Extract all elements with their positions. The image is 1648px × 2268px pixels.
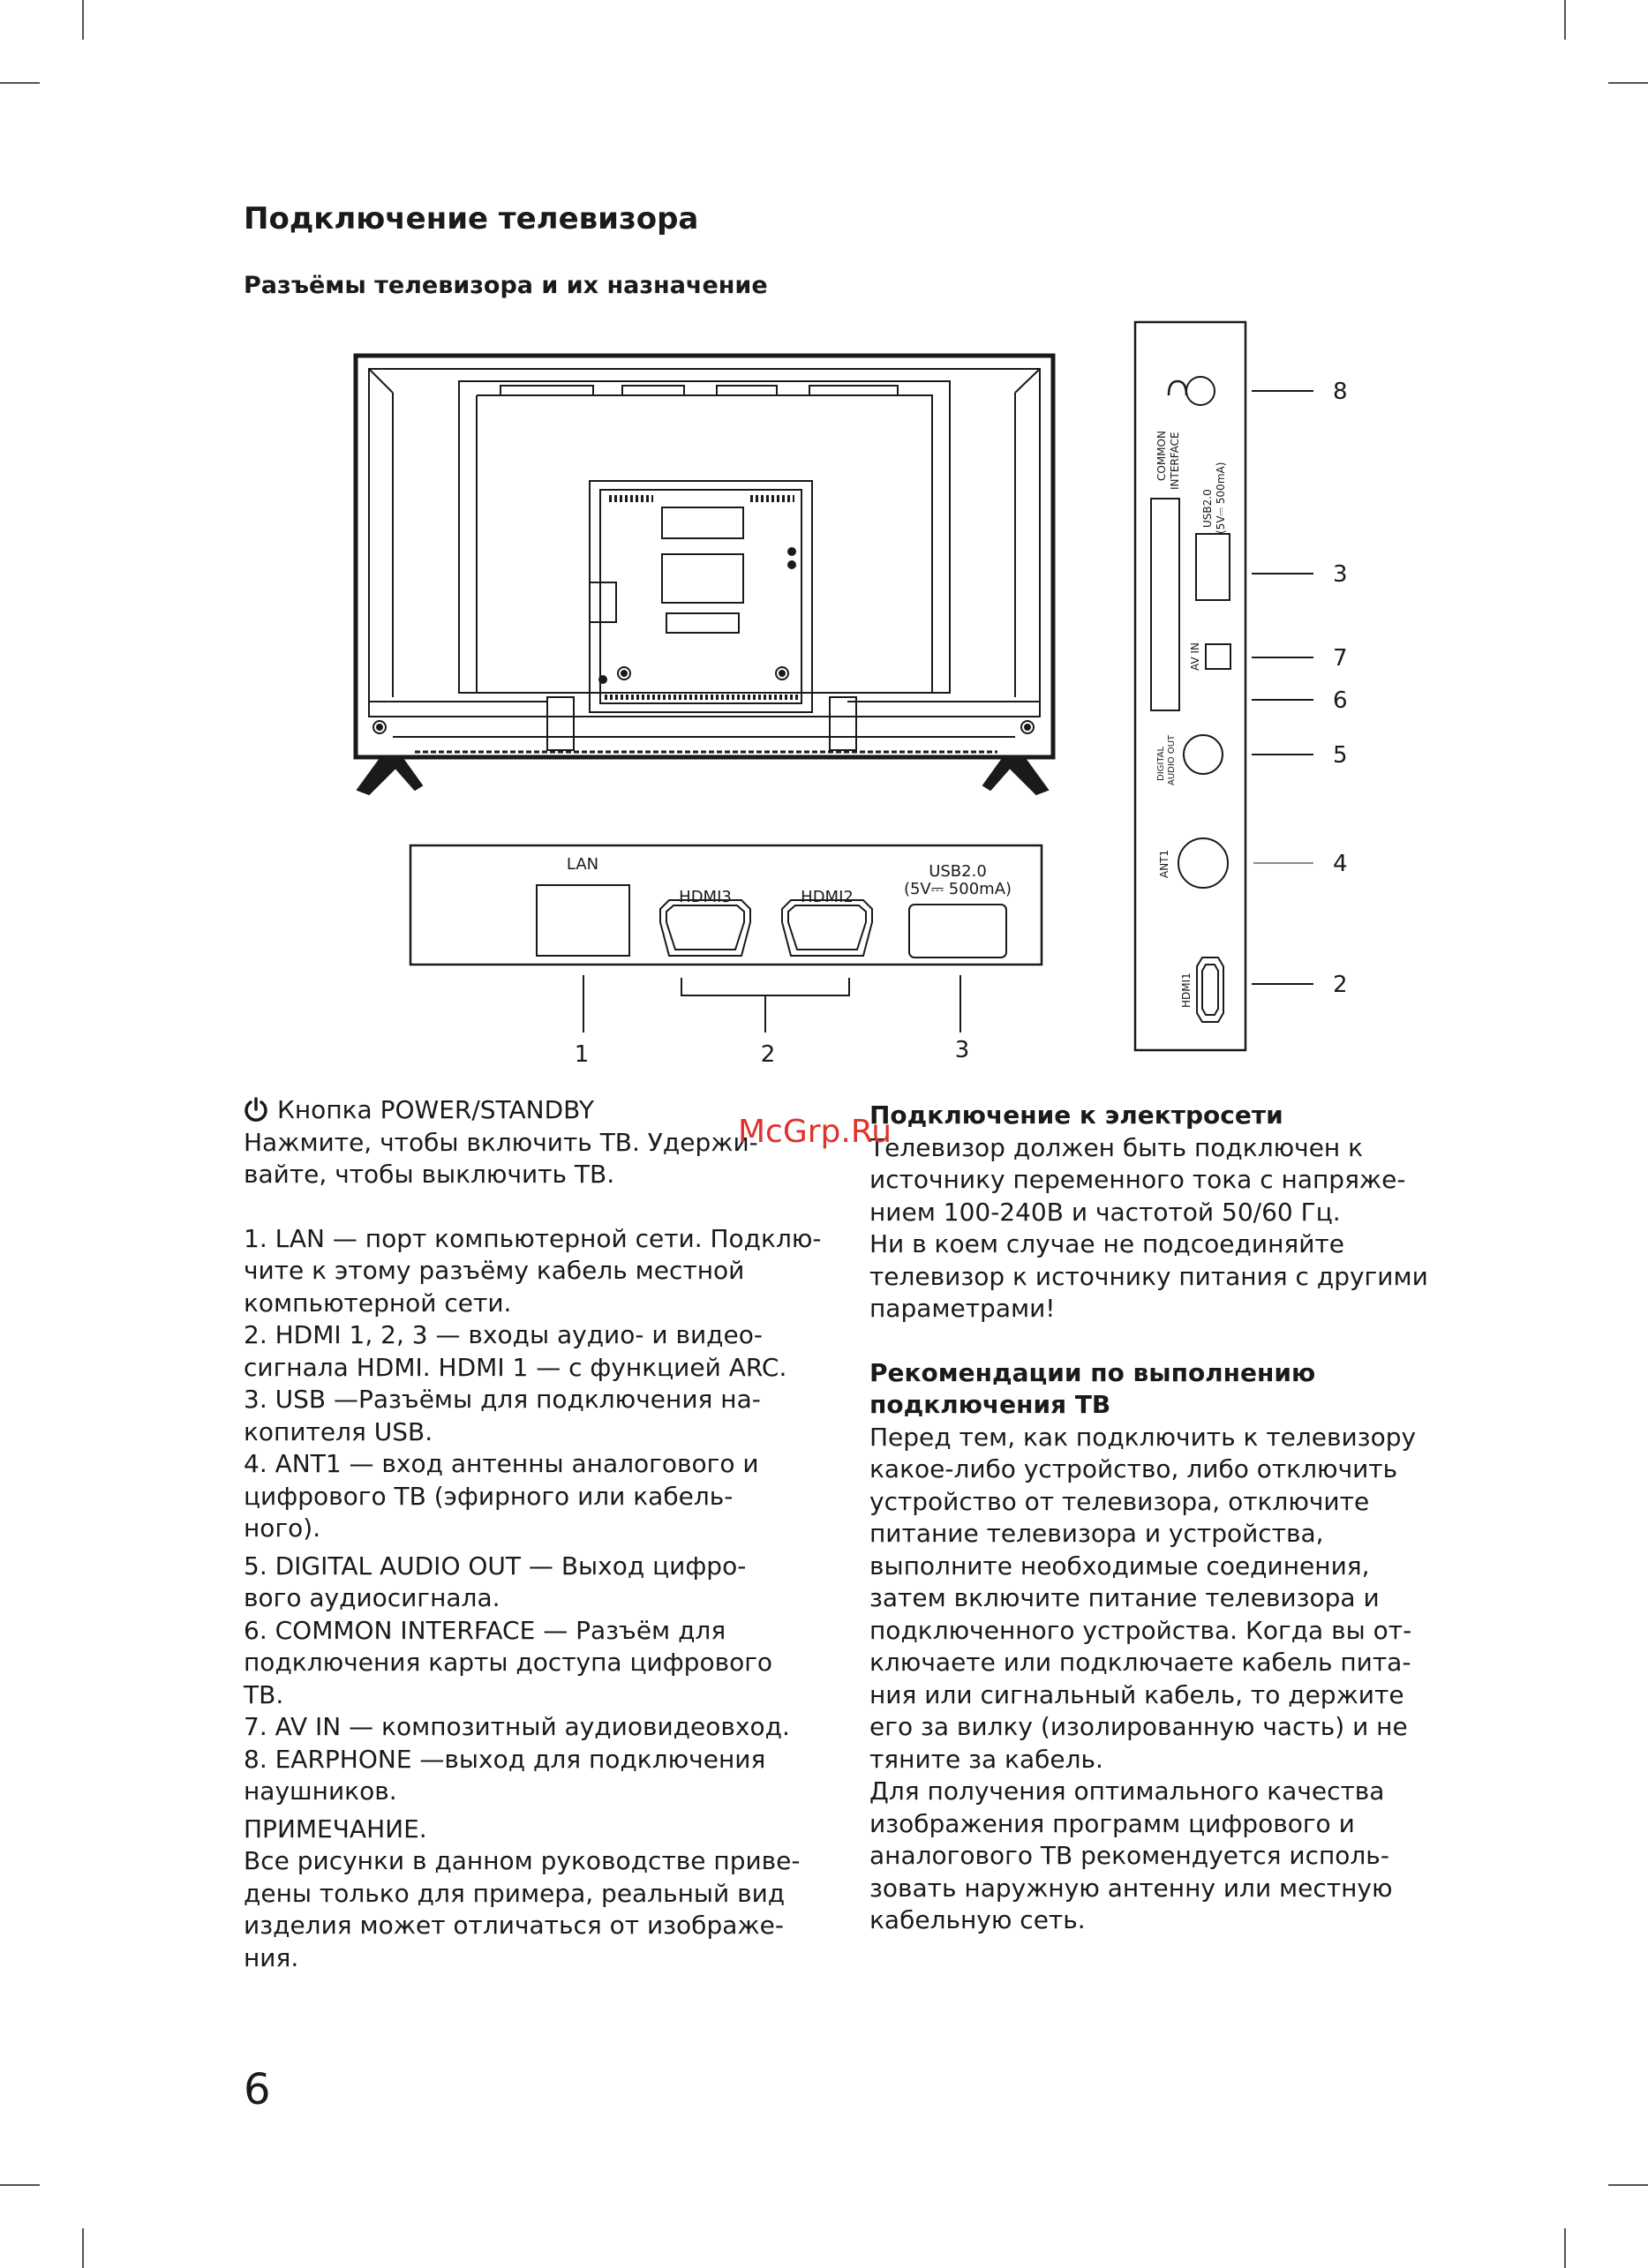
ant-label: ANT1 <box>1158 849 1170 878</box>
text-line: вого аудиосигнала. <box>244 1583 500 1612</box>
usb-label-line2: (5V⎓ 500mA) <box>903 880 1012 898</box>
callout-number: 8 <box>1333 379 1348 405</box>
text-line: устройство от телевизора, отключите <box>869 1486 1370 1516</box>
callout-number: 3 <box>954 1037 970 1063</box>
text-line: 6. COMMON INTERFACE — Разъём для <box>244 1615 726 1645</box>
hdmi3-label: HDMI3 <box>679 888 732 906</box>
text-line: аналогового ТВ рекомендуется исполь- <box>869 1841 1389 1870</box>
text-line: цифрового ТВ (эфирного или кабель- <box>244 1481 734 1511</box>
text-line: какое-либо устройство, либо отключить <box>869 1454 1398 1483</box>
callout-number: 2 <box>1333 972 1348 998</box>
usb-label-line1: USB2.0 <box>929 862 987 881</box>
text-line: 8. EARPHONE —выход для подключения <box>244 1744 766 1774</box>
text-line: питание телевизора и устройства, <box>869 1519 1324 1548</box>
text-line: изделия может отличаться от изображе- <box>244 1911 784 1940</box>
text-line: ния или сигнальный кабель, то держите <box>869 1679 1404 1709</box>
text-line: 2. HDMI 1, 2, 3 — входы аудио- и видео- <box>244 1320 763 1349</box>
recommendations-heading: Рекомендации по выполнению <box>869 1357 1316 1387</box>
power-connection-heading: Подключение к электросети <box>869 1100 1283 1130</box>
callout-number: 5 <box>1333 742 1348 769</box>
text-line: нием 100-240В и частотой 50/60 Гц. <box>869 1197 1341 1227</box>
digital-audio-label-2: AUDIO OUT <box>1167 734 1177 785</box>
text-line: компьютерной сети. <box>244 1288 512 1318</box>
text-line: вайте, чтобы выключить ТВ. <box>244 1160 615 1189</box>
side-hdmi1-label: HDMI1 <box>1180 973 1193 1008</box>
text-line: копителя USB. <box>244 1416 433 1446</box>
text-line: Нажмите, чтобы включить ТВ. Удержи- <box>244 1127 758 1157</box>
power-standby-title: Кнопка POWER/STANDBY <box>277 1095 594 1124</box>
text-line: подключения карты доступа цифрового <box>244 1648 773 1677</box>
crop-mark <box>1608 2184 1648 2186</box>
text-line: ТВ. <box>244 1679 284 1709</box>
lan-label: LAN <box>566 855 599 874</box>
text-line: кабельную сеть. <box>869 1905 1086 1934</box>
text-line: чите к этому разъёму кабель местной <box>244 1256 745 1285</box>
text-line: сигнала HDMI. HDMI 1 — с функцией ARC. <box>244 1352 787 1382</box>
callout-number: 1 <box>574 1041 590 1068</box>
page-title: Подключение телевизора <box>244 201 699 237</box>
text-line: изображения программ цифрового и <box>869 1808 1355 1838</box>
text-line: Перед тем, как подключить к телевизору <box>869 1422 1417 1452</box>
callout-number: 3 <box>1333 561 1348 588</box>
digital-audio-label-1: DIGITAL <box>1156 746 1166 781</box>
text-line: Ни в коем случае не подсоединяйте <box>869 1229 1344 1258</box>
common-interface-label-2: INTERFACE <box>1169 432 1181 490</box>
av-in-label: AV IN <box>1189 642 1201 671</box>
text-line: параметрами! <box>869 1294 1056 1323</box>
side-usb-label-2: (5V⎓ 500mA) <box>1215 462 1227 534</box>
recommendations-heading: подключения ТВ <box>869 1390 1111 1419</box>
right-column <box>869 1100 1470 1937</box>
text-line: ного). <box>244 1513 321 1543</box>
side-usb-label-1: USB2.0 <box>1201 489 1214 528</box>
callout-number: 2 <box>760 1041 776 1068</box>
text-line: ключаете или подключаете кабель пита- <box>869 1648 1411 1677</box>
common-interface-label-1: COMMON <box>1155 431 1168 481</box>
text-line: 5. DIGITAL AUDIO OUT — Выход цифро- <box>244 1551 747 1581</box>
page-number: 6 <box>244 2065 271 2114</box>
text-line: его за вилку (изолированную часть) и не <box>869 1712 1408 1741</box>
callout-number: 4 <box>1333 851 1348 877</box>
power-icon <box>244 1097 268 1123</box>
callout-number: 6 <box>1333 687 1348 714</box>
crop-mark <box>1564 2228 1566 2268</box>
watermark: McGrp.Ru <box>738 1114 892 1150</box>
text-line: ния. <box>244 1942 299 1972</box>
text-line: затем включите питание телевизора и <box>869 1583 1380 1612</box>
callout-number: 7 <box>1333 645 1348 672</box>
text-line: наушников. <box>244 1776 397 1806</box>
text-line: тяните за кабель. <box>869 1744 1103 1774</box>
text-line: Все рисунки в данном руководстве приве- <box>244 1846 801 1875</box>
text-line: 3. USB —Разъёмы для подключения на- <box>244 1385 761 1414</box>
text-line: 4. ANT1 — вход антенны аналогового и <box>244 1449 759 1478</box>
page-subtitle: Разъёмы телевизора и их назначение <box>244 272 768 299</box>
text-line: Для получения оптимального качества <box>869 1776 1385 1806</box>
text-line: дены только для примера, реальный вид <box>244 1878 786 1908</box>
text-line: Телевизор должен быть подключен к <box>869 1132 1364 1162</box>
text-line: подключенного устройства. Когда вы от- <box>869 1615 1412 1645</box>
text-line: выполните необходимые соединения, <box>869 1551 1370 1581</box>
crop-mark <box>82 2228 84 2268</box>
note-title: ПРИМЕЧАНИЕ. <box>244 1814 427 1844</box>
left-column <box>244 1094 853 1974</box>
hdmi2-label: HDMI2 <box>801 888 854 906</box>
text-line: источнику переменного тока с напряже- <box>869 1165 1406 1194</box>
text-line: 1. LAN — порт компьютерной сети. Подклю- <box>244 1223 822 1253</box>
text-line: телевизор к источнику питания с другими <box>869 1261 1428 1291</box>
text-line: 7. AV IN — композитный аудиовидеовход. <box>244 1712 790 1741</box>
text-line: зовать наружную антенну или местную <box>869 1873 1393 1903</box>
crop-mark <box>0 2184 40 2186</box>
tv-back-diagram <box>0 0 1648 1085</box>
